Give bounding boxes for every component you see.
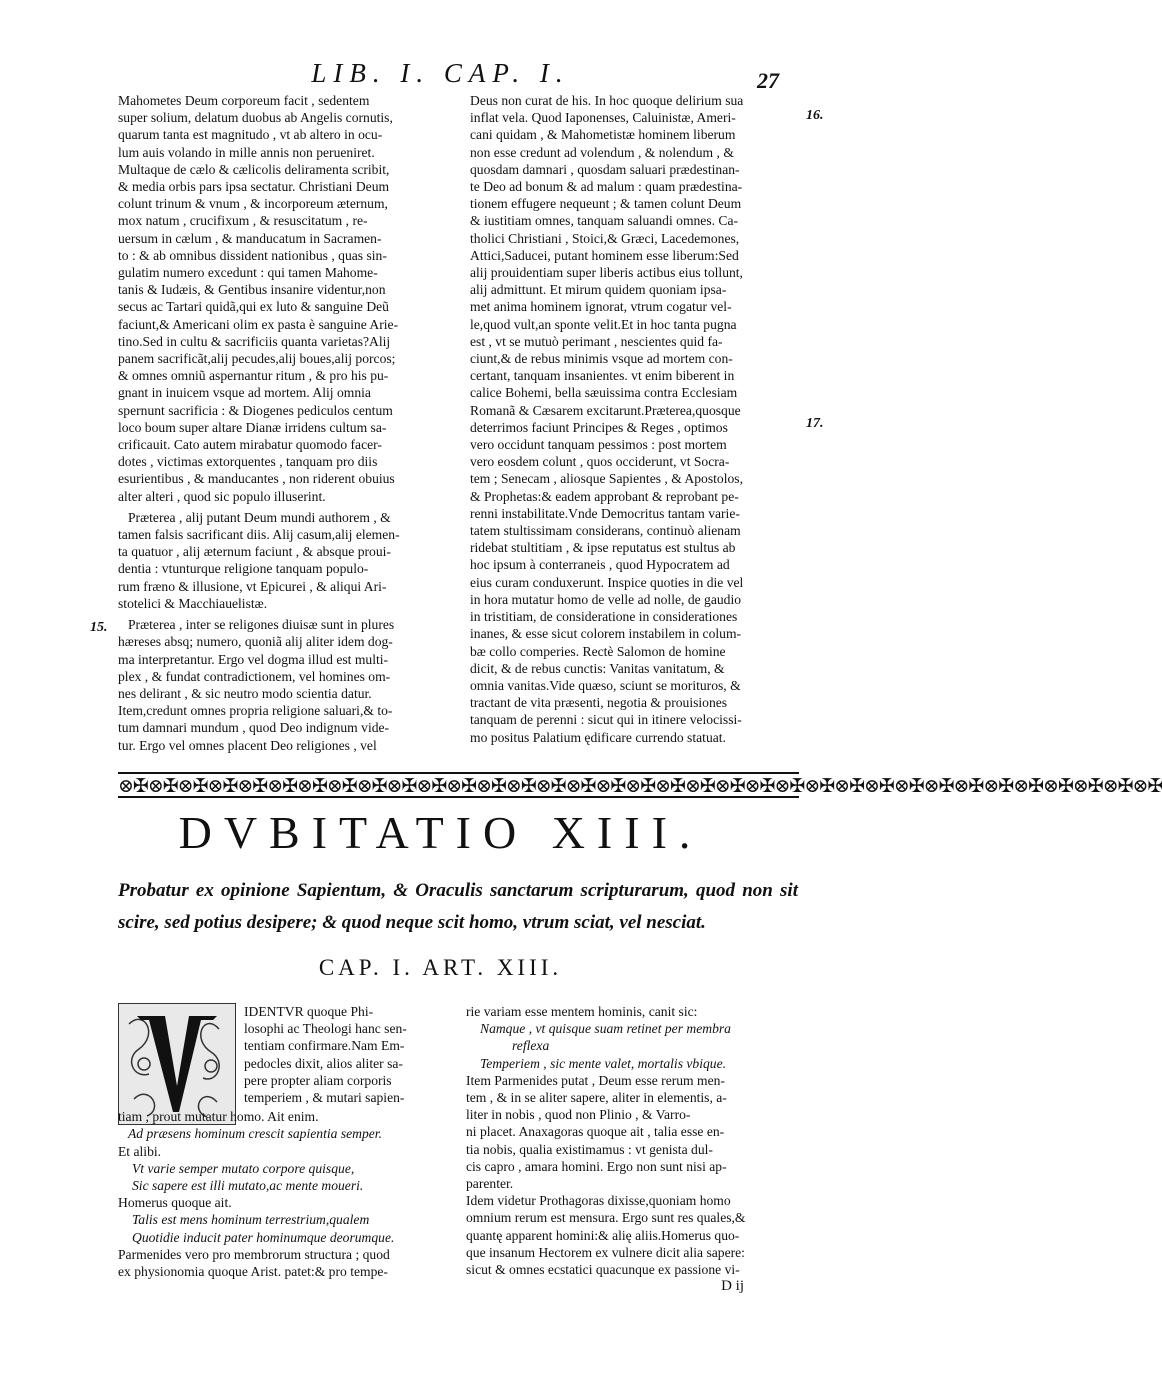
text-line: stotelici & Macchiauelistæ. — [118, 595, 268, 611]
text-line: tanquam de perenni : sicut qui in itinere velocissi- — [470, 712, 742, 728]
section-title: DVBITATIO XIII. — [178, 807, 703, 858]
text-line: lum auis volando in mille annis non perueniret. — [118, 144, 375, 160]
margin-number: 15. — [90, 620, 108, 635]
text-line: & media orbis pars ipsa sectatur. Christiani Deum — [118, 179, 390, 195]
text-line: Præterea , inter se religones diuisæ sunt in plures — [128, 617, 395, 633]
bottom-left-column — [118, 1003, 448, 1280]
text-line: secus ac Tartari quidã,qui ex luto & sanguine Deũ — [118, 299, 389, 315]
text-line: tur. Ergo vel omnes placent Deo religiones , vel — [118, 737, 377, 753]
text-line: Parmenides vero pro membrorum structura ; quod — [118, 1246, 390, 1262]
text-line: quosdam damnari , quosdam saluari prædestinan- — [470, 161, 740, 177]
text-line: in tristitiam, de consideratione in considerationes — [470, 609, 738, 625]
margin-number: 16. — [806, 108, 824, 123]
text-line: tum damnari mundum , quod Deo indignum vide- — [118, 720, 390, 736]
text-line: tem , & in se aliter sapere, aliter in elementis, a- — [466, 1090, 727, 1106]
text-line: vero eosdem colunt , quos occiderunt, vt Socra- — [470, 454, 730, 470]
text-line: vero occidunt tanquam pessimos : post mortem — [470, 437, 727, 453]
text-line: non esse credunt ad volendum , & nolendum , & — [470, 144, 734, 160]
page-number: 27 — [757, 68, 779, 93]
text-line: & omnes omniũ aspernantur ritum , & pro his pu- — [118, 368, 389, 384]
text-line: tatem stultissimam considerans, continuò alienam — [470, 523, 741, 539]
text-line: Attici,Saducei, putant hominem esse liberum:Sed — [470, 247, 739, 263]
text-line: deterrimos faciunt Principes & Reges , optimos — [470, 419, 728, 435]
text-line: hæreses absq; numero, quoniã alij aliter idem dog- — [118, 634, 393, 650]
text-line: Homerus quoque ait. — [118, 1195, 232, 1211]
text-line: inflat vela. Quod Iaponenses, Caluinistæ, Ameri- — [470, 110, 736, 126]
verse-line: Talis est mens hominum terrestrium,qualem — [132, 1212, 370, 1228]
text-line: Et alibi. — [118, 1143, 162, 1159]
bottom-right-column — [466, 1003, 800, 1295]
text-line: certant, tanquam insanientes. vt enim biberent in — [470, 368, 735, 384]
text-line: ta quatuor , alij æternum faciunt , & absque proui- — [118, 544, 391, 560]
text-line: crificauit. Cato autem mirabatur quomodo facer- — [118, 437, 382, 453]
text-line: tia nobis, qualia existimamus : vt genista dul- — [466, 1141, 713, 1157]
verse-line: Vt varie semper mutato corpore quisque, — [132, 1160, 355, 1176]
text-line: te Deo ad bonum & ad malum : quam prædestina- — [470, 179, 743, 195]
verse-line: reflexa — [512, 1038, 550, 1054]
text-line: parenter. — [466, 1176, 514, 1192]
top-right-column — [470, 92, 800, 746]
text-line: ni placet. Anaxagoras quoque ait , talia esse en- — [466, 1124, 725, 1140]
text-line: rum fræno & illusione, vt Epicurei , & aliqui Ari- — [118, 578, 387, 594]
text-line: tino.Sed in cultu & sacrificiis quanta varietas?Alij — [118, 333, 391, 349]
paragraph — [118, 509, 456, 612]
text-line: inanes, & esse sicut colorem instabilem in colum- — [470, 626, 742, 642]
text-line: est , vt se mutuò perimant , nescientes quid fa- — [470, 333, 723, 349]
text-line: cis capro , amara homini. Ergo non sunt nisi ap- — [466, 1158, 727, 1174]
text-line: gnant in inuicem vsque ad mortem. Alij omnia — [118, 385, 371, 401]
text-line: panem sacrificãt,alij pecudes,alij boues,alij porcos; — [118, 351, 396, 367]
text-line: omnium rerum est mensura. Ergo sunt res quales,& — [466, 1210, 746, 1226]
text-line: Item Parmenides putat , Deum esse rerum men- — [466, 1072, 725, 1088]
text-line: super solium, delatum duobus ab Angelis cornutis, — [118, 110, 393, 126]
text-line: alij prouidentiam super liberis actibus eius tollunt, — [470, 265, 743, 281]
paragraph — [118, 616, 456, 754]
text-line: & iustitiam omnes, tanquam saluandi omnes. Ca- — [470, 213, 739, 229]
text-line: ex physionomia quoque Arist. patet:& pro tempe- — [118, 1264, 388, 1280]
text-line: mo positus Palatium ędificare currendo statuat. — [470, 729, 726, 745]
text-line: pere propter aliam corporis — [244, 1072, 392, 1088]
text-line: le,quod vult,an sponte velit.Et in hoc tanta pugna — [470, 316, 737, 332]
text-line: IDENTVR quoque Phi- — [244, 1004, 374, 1019]
text-line: Multaque de cælo & cælicolis deliramenta scribit, — [118, 161, 390, 177]
ornamental-border: ⊗✠⊗✠⊗✠⊗✠⊗✠⊗✠⊗✠⊗✠⊗✠⊗✠⊗✠⊗✠⊗✠⊗✠⊗✠⊗✠⊗✠⊗✠⊗✠⊗✠⊗✠⊗✠⊗✠⊗✠⊗✠⊗✠⊗✠⊗✠⊗✠⊗✠⊗✠⊗✠⊗✠⊗✠⊗✠ — [118, 772, 799, 798]
text-line: colunt trinum & vnum , & incorporeum æternum, — [118, 196, 388, 212]
text-line: losophi ac Theologi hanc sen- — [244, 1021, 407, 1037]
text-line: que insanum Hectorem ex vulnere dicit alia sapere: — [466, 1244, 745, 1260]
text-line: tholici Christiani , Stoici,& Græci, Lacedemones, — [470, 230, 740, 246]
text-line: quarum tanta est magnitudo , vt ab altero in ocu- — [118, 127, 383, 143]
text-line: Idem videtur Prothagoras dixisse,quoniam homo — [466, 1193, 731, 1209]
text-line: omnia vanitas.Vide quæso, sciunt se morituros, & — [470, 677, 741, 693]
verse-line: Ad præsens hominum crescit sapientia semper. — [128, 1126, 382, 1142]
running-head: LIB. I. CAP. I. — [311, 58, 570, 88]
text-line: liter in nobis , quod non Plinio , & Varro- — [466, 1107, 691, 1123]
text-line: spernunt sacrificia : & Diogenes pediculos centum — [118, 402, 393, 418]
text-line: Deus non curat de his. In hoc quoque delirium sua — [470, 93, 744, 108]
text-line: cani quidam , & Mahometistæ hominem liberum — [470, 127, 736, 143]
text-line: renni instabilitate.Vnde Democritus tantam varie- — [470, 505, 740, 521]
margin-number: 17. — [806, 416, 824, 431]
text-line: Item,credunt omnes propria religione saluari,& to- — [118, 703, 393, 719]
section-subtitle: Probatur ex opinione Sapientum, & Oraculis sanctarum scripturarum, quod non sit scire, sed potius desipere; & quod neque scit homo, vtrum sciat, vel nesciat. — [118, 880, 798, 933]
text-line: dotes , victimas extorquentes , tanquam pro diis — [118, 454, 378, 470]
text-line: faciunt,& Americani olim ex pasta è sanguine Arie- — [118, 316, 399, 332]
text-line: dentia : vtunturque religione tanquam populo- — [118, 561, 369, 577]
text-line: temperiem , & mutari sapien- — [244, 1090, 405, 1106]
text-line: in hora mutatur homo de velle ad nolle, de gaudio — [470, 591, 742, 607]
text-line: bæ collo comperies. Rectè Salomon de homine — [470, 643, 726, 659]
paragraph — [470, 92, 800, 746]
text-line: tionem effugere nequeunt ; & tamen colunt Deum — [470, 196, 742, 212]
text-line: tanis & Iudæis, & Gentibus insanire videntur,non — [118, 282, 386, 298]
text-line: tamen falsis sacrificant diis. Alij casum,alij elemen- — [118, 527, 400, 543]
text-line: mox natum , crucifixum , & resuscitatum , re- — [118, 213, 368, 229]
text-line: alter alteri , quod sic populo illuserint. — [118, 488, 326, 504]
text-line: pedocles dixit, alios aliter sa- — [244, 1055, 403, 1071]
text-line: tem ; Senecam , aliosque Sapientes , & Apostolos, — [470, 471, 743, 487]
verse-line: Temperiem , sic mente valet, mortalis vbique. — [480, 1055, 727, 1071]
text-line: & Prophetas:& eadem approbant & reprobant pe- — [470, 488, 739, 504]
signature-mark: D ij — [721, 1278, 744, 1295]
text-line: tiam , prout mutatur homo. Ait enim. — [118, 1109, 319, 1125]
text-line: eius curam conduxerunt. Inspice quoties in die vel — [470, 574, 744, 590]
text-line: Romanã & Cæsarem excitarunt.Præterea,quosque — [470, 402, 741, 418]
text-line: rie variam esse mentem hominis, canit sic: — [466, 1004, 698, 1019]
paragraph — [118, 92, 456, 505]
text-line: plex , & fundat contradictionem, vel homines om- — [118, 668, 391, 684]
text-line: hoc ipsum à conterraneis , quod Hypocratem ad — [470, 557, 730, 573]
top-left-column — [118, 92, 456, 754]
text-line: loco boum super altare Dianæ irridens cultum sa- — [118, 419, 387, 435]
text-line: ridebat stultitiam , & ipse reputatus est stultus ab — [470, 540, 736, 556]
text-line: to : & ab omnibus dissident nationibus , quas sin- — [118, 247, 387, 263]
text-line: ciunt,& de rebus minimis vsque ad mortem con- — [470, 351, 733, 367]
text-line: Mahometes Deum corporeum facit , sedentem — [118, 93, 370, 108]
text-line: ma interpretantur. Ergo vel dogma illud est multi- — [118, 651, 389, 667]
text-line: alij admittunt. Et mirum quidem quoniam ipsa- — [470, 282, 727, 298]
verse-line: Quotidie inducit pater hominumque deorumque. — [132, 1229, 395, 1245]
text-line: tractant de vita præsenti, negotia & prouisiones — [470, 695, 728, 711]
chapter-heading: CAP. I. ART. XIII. — [318, 955, 563, 980]
text-line: tentiam confirmare.Nam Em- — [244, 1038, 405, 1054]
text-line: esurientibus , & manducantes , non riderent obuius — [118, 471, 395, 487]
text-line: quantę apparent homini:& alię aliis.Homerus quo- — [466, 1227, 740, 1243]
text-line: sicut & omnes ecstatici quacunque ex passione vi- — [466, 1262, 740, 1278]
text-line: dicit, & de rebus cunctis: Vanitas vanitatum, & — [470, 660, 725, 676]
text-line: met anima hominem ignorat, vtrum cogatur vel- — [470, 299, 732, 315]
text-line: calice Bohemi, bella sæuissima contra Ecclesiam — [470, 385, 738, 401]
verse-line: Namque , vt quisque suam retinet per membra — [480, 1021, 731, 1037]
text-line: gulatim numero excedunt : qui tamen Mahome- — [118, 265, 378, 281]
text-line: uersum in cælum , & manducatum in Sacramen- — [118, 230, 382, 246]
text-line: nes delirant , & sic neutro modo scientia datur. — [118, 685, 372, 701]
verse-line: Sic sapere est illi mutato,ac mente moueri. — [132, 1178, 364, 1194]
text-line: Præterea , alij putant Deum mundi authorem , & — [128, 509, 391, 525]
